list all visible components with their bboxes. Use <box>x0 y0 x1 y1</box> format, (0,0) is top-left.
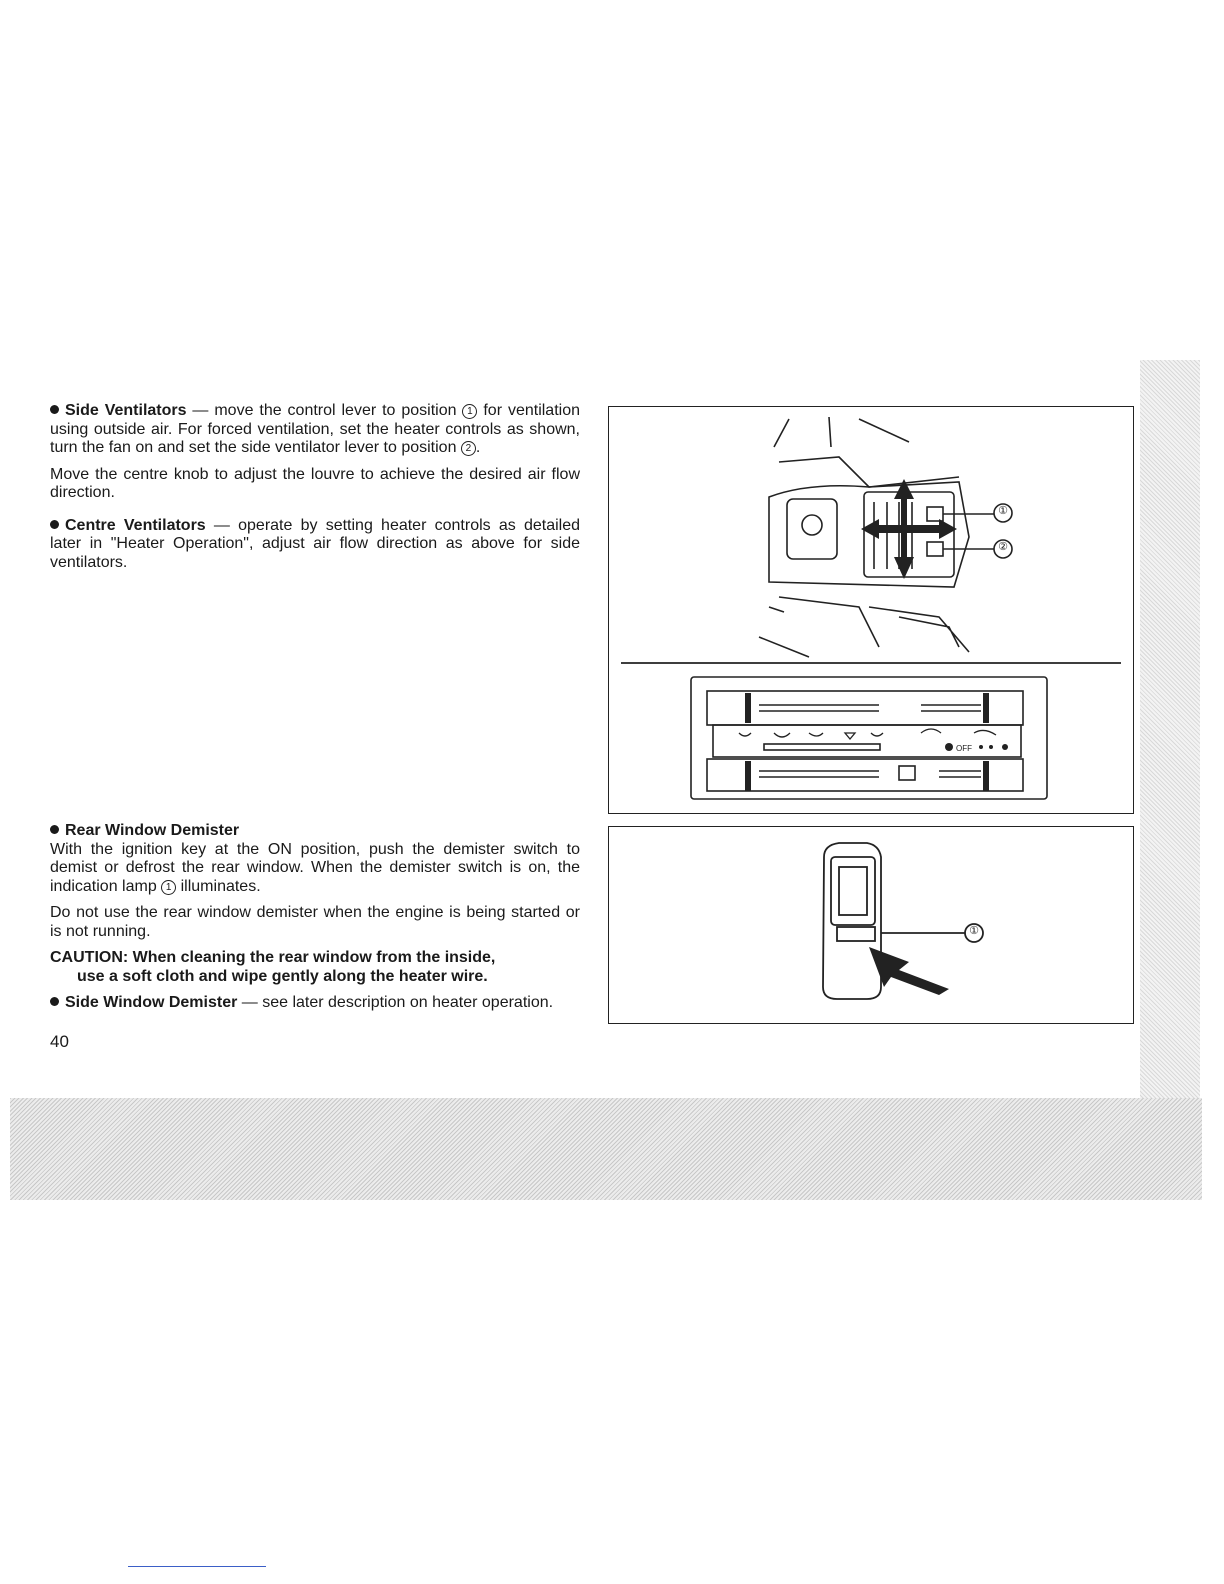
rear-demister-heading-line <box>50 822 580 841</box>
demister-switch-illustration <box>609 827 1133 1023</box>
rear-demister-paragraph: With the ignition key at the ON position, push the demister switch to demist or defrost the rear window. When the demister switch is on, the indication lamp 1 illuminates. <box>50 840 580 895</box>
scan-bottom-band <box>10 1098 1202 1200</box>
position-marker: 2 <box>461 441 476 456</box>
centre-ventilators-paragraph: Centre Ventilators — operate by setting heater controls as detailed later in "Heater Operation", adjust air flow direction as above for side ventilators. <box>50 516 581 571</box>
lamp-marker: 1 <box>161 880 176 895</box>
centre-ventilators-title: Centre Ventilators <box>65 516 206 534</box>
ventilator-figure <box>608 406 1134 814</box>
link-underline <box>128 1566 266 1567</box>
engine-warning-paragraph: Do not use the rear window demister when the engine is being started or is not running. <box>50 904 580 940</box>
side-ventilators-title: Side Ventilators <box>65 402 187 419</box>
callout-1: ① <box>998 505 1008 517</box>
ventilator-illustration <box>609 407 1133 813</box>
bullet-icon <box>50 520 59 529</box>
bullet-icon <box>50 825 59 834</box>
text-block-ventilators <box>50 402 580 580</box>
switch-callout-1: ① <box>969 925 979 937</box>
page-number: 40 <box>50 1032 69 1051</box>
side-ventilators-paragraph: Side Ventilators — move the control lever to position 1 for ventilation using outside air. For forced ventilation, set the heater controls as shown, turn the fan on and set the side ventilator lever to position 2 . <box>50 402 580 456</box>
callout-2: ② <box>998 541 1008 553</box>
demister-switch-figure <box>608 826 1134 1024</box>
caution-line-1: CAUTION: When cleaning the rear window from the inside, <box>50 949 496 966</box>
bullet-icon <box>50 997 59 1006</box>
fan-off-label: OFF <box>956 744 972 753</box>
rear-demister-title: Rear Window Demister <box>65 822 240 839</box>
louvre-paragraph: Move the centre knob to adjust the louvre to achieve the desired air flow direction. <box>50 465 580 501</box>
side-demister-title: Side Window Demister <box>65 994 238 1011</box>
text-block-demister <box>50 822 580 1021</box>
caution-line-2: use a soft cloth and wipe gently along the heater wire. <box>77 967 488 985</box>
bullet-icon <box>50 405 59 414</box>
side-demister-paragraph: Side Window Demister — see later description on heater operation. <box>50 994 580 1013</box>
position-marker: 1 <box>462 404 477 419</box>
scan-edge-shading <box>1140 360 1200 1100</box>
